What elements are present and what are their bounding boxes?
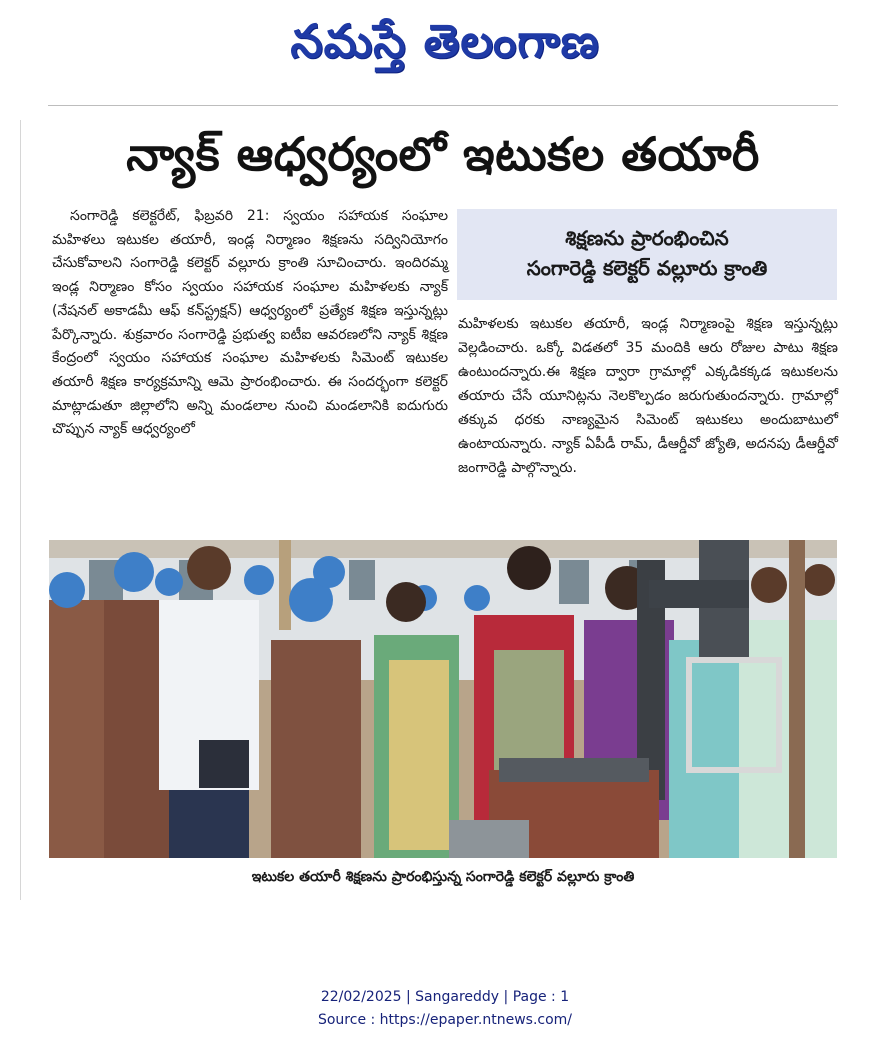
article-column-right xyxy=(458,312,838,480)
photo-caption: ఇటుకల తయారీ శిక్షణను ప్రారంభిస్తున్న సంగారెడ్డి కలెక్టర్ వల్లూరు క్రాంతి xyxy=(251,869,635,885)
masthead-logo: నమస్తే తెలంగాణ xyxy=(290,14,600,68)
page-footer xyxy=(0,986,890,1032)
highlight-line-1: శిక్షణను ప్రారంభించిన xyxy=(565,226,729,250)
footer-source-line: Source : https://epaper.ntnews.com/ xyxy=(317,1012,573,1028)
page-divider xyxy=(20,120,21,900)
highlight-line-2: సంగారెడ్డి కలెక్టర్ వల్లూరు క్రాంతి xyxy=(526,256,768,280)
article-headline: న్యాక్ ఆధ్వర్యంలో ఇటుకల తయారీ xyxy=(126,127,760,181)
news-photo xyxy=(49,540,837,858)
news-photo-illustration xyxy=(49,540,837,858)
article-text-right: మహిళలకు ఇటుకల తయారీ, ఇండ్ల నిర్మాణంపై శిక్షణ ఇస్తున్నట్లు వెల్లడించారు. ఒక్కో విడతలో 35 మందికి ఆరు రోజుల పాటు శిక్షణ ఉంటుందన్నారు.ఈ శిక్షణ ద్వారా గ్రామాల్లో ఎక్కడికక్కడ ఇటుకలను తయారు చేసే యూనిట్లను నెలకొల్పడం జరుగుతుందన్నారు. గ్రామాల్లో తక్కువ ధరకు నాణ్యమైన సిమెంట్ ఇటుకలు అందుబాటులో ఉంటాయన్నారు. న్యాక్ ఏపీడీ రామ్, డీఆర్డీవో జ్యోతి, అదనపు డీఆర్డీవో జంగారెడ్డి పాల్గొన్నారు. xyxy=(458,316,838,476)
article-text-left: సంగారెడ్డి కలెక్టరేట్, ఫిబ్రవరి 21: స్వయం సహాయక సంఘాల మహిళలు ఇటుకల తయారీ, ఇండ్ల నిర్మాణం శిక్షణను సద్వినియోగం చేసుకోవాలని సంగారెడ్డి కలెక్టర్ వల్లూరు క్రాంతి సూచించారు. ఇందిరమ్మ ఇండ్ల నిర్మాణం కోసం స్వయం సహాయక సంఘాల మహిళలకు న్యాక్ (నేషనల్ అకాడమీ ఆఫ్ కన్‌స్ట్రక్షన్) ఆధ్వర్యంలో ప్రత్యేక శిక్షణ ఇస్తున్నట్లు పేర్కొన్నారు. శుక్రవారం సంగారెడ్డి ప్రభుత్వ ఐటీఐ ఆవరణలోని న్యాక్ శిక్షణ కేంద్రంలో స్వయం సహాయక సంఘాల మహిళలకు సిమెంట్ ఇటుకల తయారీ శిక్షణ కార్యక్రమాన్ని ఆమె ప్రారంభించారు. ఈ సందర్భంగా కలెక్టర్ మాట్లాడుతూ జిల్లాలోని అన్ని మండలాల నుంచి మండలానికి ఐదుగురు చొప్పున న్యాక్ ఆధ్వర్యంలో xyxy=(52,208,448,438)
article-column-left xyxy=(52,205,448,442)
footer-date-line: 22/02/2025 | Sangareddy | Page : 1 xyxy=(320,989,570,1005)
highlight-box xyxy=(457,209,837,300)
